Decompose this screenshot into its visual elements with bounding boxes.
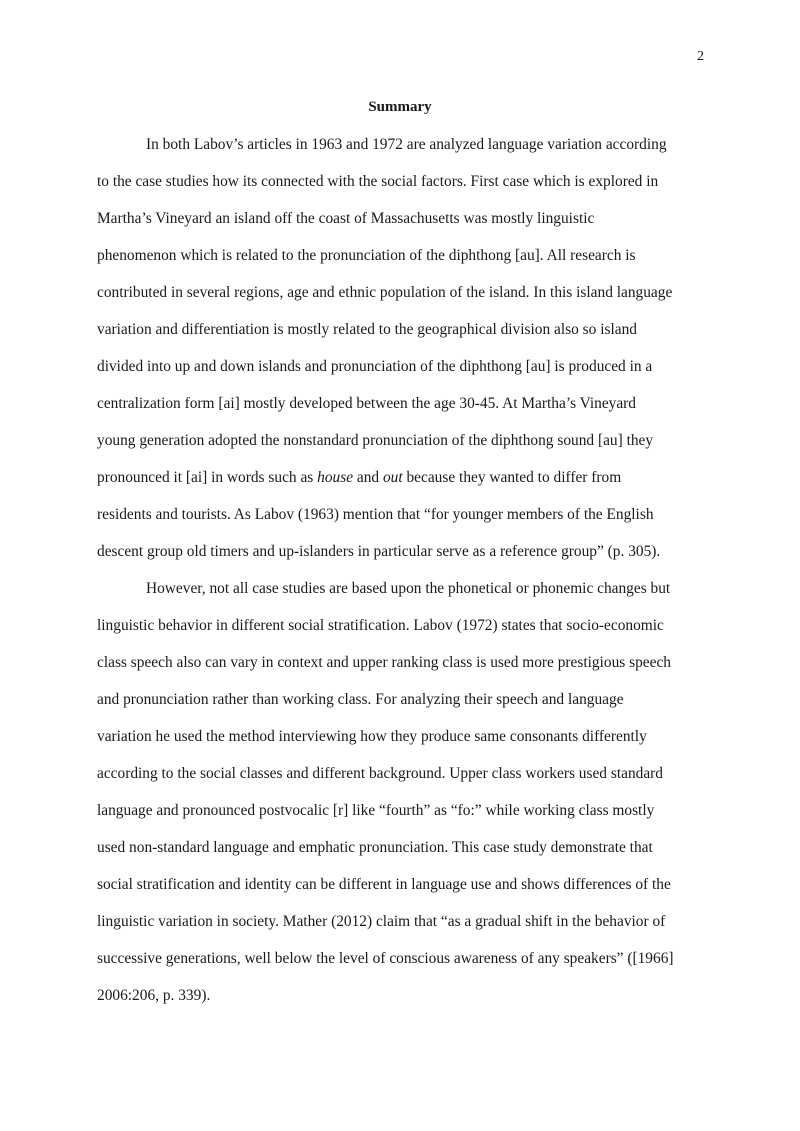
text-line: language and pronounced postvocalic [r] like “fourth” as “fo:” while working class mostly: [97, 802, 655, 819]
text-run: and: [353, 469, 383, 486]
text-line: 2006:206, p. 339).: [97, 987, 211, 1004]
text-line: divided into up and down islands and pronunciation of the diphthong [au] is produced in a: [97, 358, 653, 375]
text-line: Martha’s Vineyard an island off the coast of Massachusetts was mostly linguistic: [97, 210, 595, 227]
page-title: Summary: [368, 99, 432, 115]
text-line: to the case studies how its connected with the social factors. First case which is explored in: [97, 173, 659, 190]
text-line: centralization form [ai] mostly developed between the age 30-45. At Martha’s Vineyard: [97, 395, 636, 412]
text-line: young generation adopted the nonstandard pronunciation of the diphthong sound [au] they: [97, 432, 654, 449]
text-run: pronounced it [ai] in words such as: [97, 469, 318, 486]
page-number: 2: [697, 49, 704, 64]
paragraph-1: [97, 126, 705, 570]
text-line: social stratification and identity can be different in language use and shows differences of the: [97, 876, 671, 893]
document-body: [97, 126, 705, 1014]
italic-word-out: out: [382, 469, 403, 486]
text-line: residents and tourists. As Labov (1963) mention that “for younger members of the English: [97, 506, 654, 523]
text-line: linguistic variation in society. Mather (2012) claim that “as a gradual shift in the behavior of: [97, 913, 666, 930]
text-line: and pronunciation rather than working class. For analyzing their speech and language: [97, 691, 624, 708]
text-line: according to the social classes and different background. Upper class workers used standard: [97, 765, 663, 782]
text-line: contributed in several regions, age and ethnic population of the island. In this island language: [97, 284, 673, 301]
text-run: because they wanted to differ from: [402, 469, 622, 486]
paragraph-2: [97, 570, 705, 1014]
text-line: However, not all case studies are based upon the phonetical or phonemic changes but: [146, 580, 671, 597]
text-line: variation he used the method interviewing how they produce same consonants differently: [97, 728, 647, 745]
text-line: linguistic behavior in different social stratification. Labov (1972) states that socio-economic: [97, 617, 664, 634]
italic-word-house: house: [317, 469, 354, 486]
text-line-with-italics: [97, 459, 705, 496]
text-line: used non-standard language and emphatic pronunciation. This case study demonstrate that: [97, 839, 653, 856]
text-line: class speech also can vary in context and upper ranking class is used more prestigious speech: [97, 654, 671, 671]
text-line: In both Labov’s articles in 1963 and 1972 are analyzed language variation according: [146, 136, 667, 153]
text-line: descent group old timers and up-islanders in particular serve as a reference group” (p. 305).: [97, 543, 661, 560]
text-line: successive generations, well below the level of conscious awareness of any speakers” ([1966]: [97, 950, 674, 967]
text-line: variation and differentiation is mostly related to the geographical division also so island: [97, 321, 637, 338]
text-line: phenomenon which is related to the pronunciation of the diphthong [au]. All research is: [97, 247, 636, 264]
